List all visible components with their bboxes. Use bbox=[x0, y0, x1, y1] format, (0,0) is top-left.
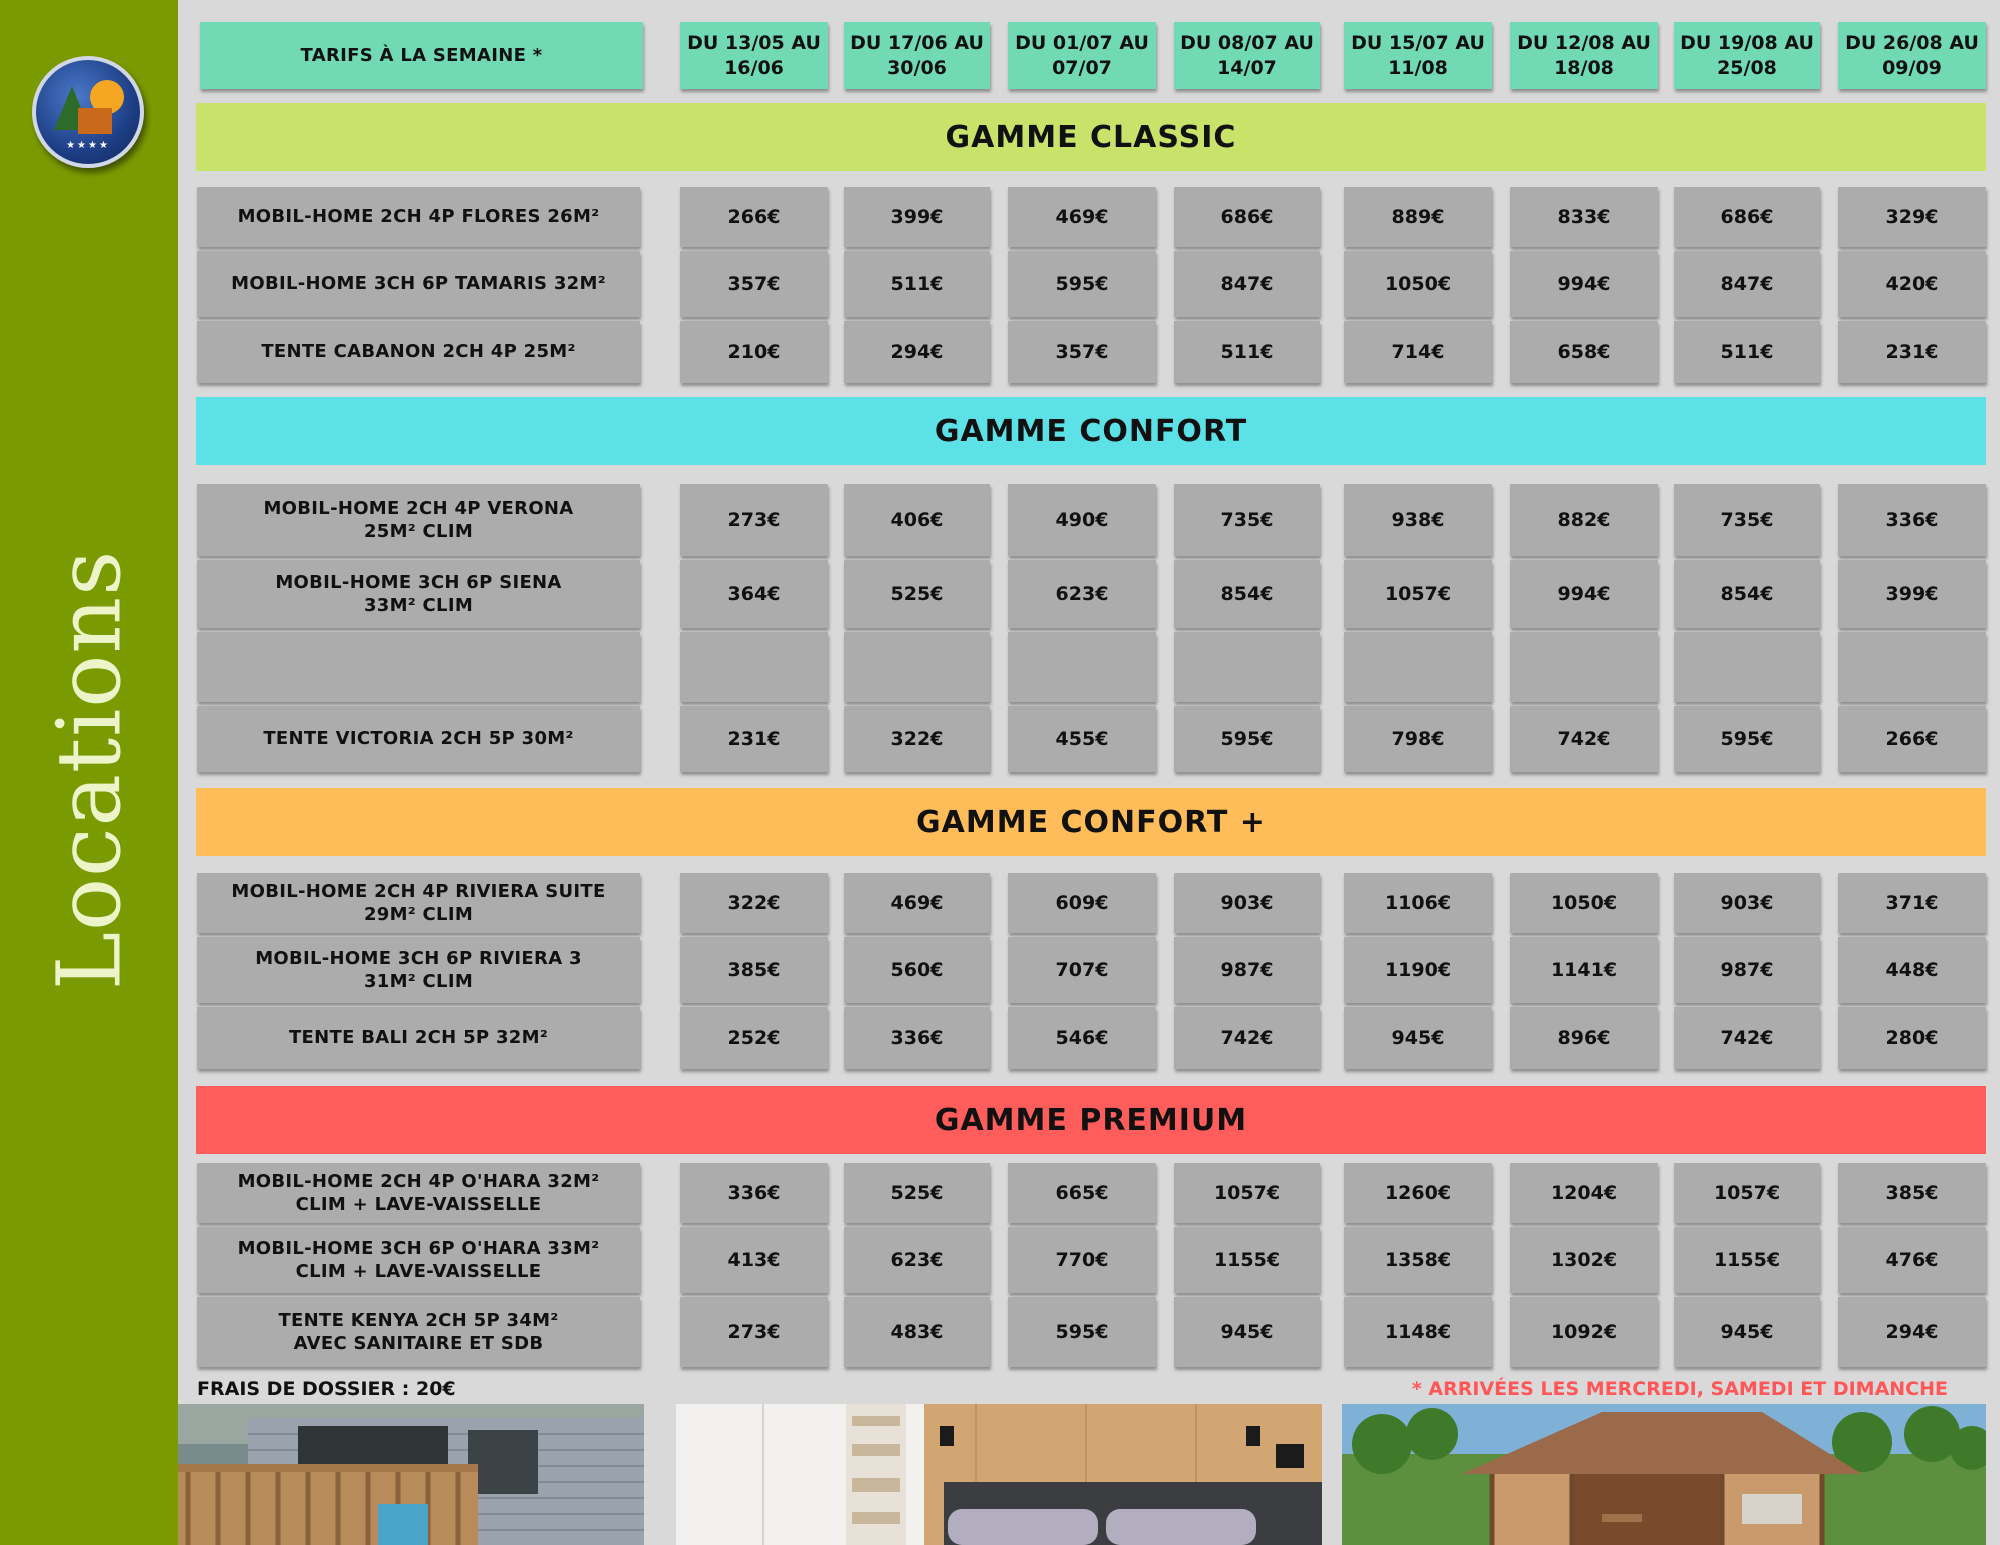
fees-note: FRAIS DE DOSSIER : 20€ bbox=[197, 1378, 456, 1400]
price-cell bbox=[1344, 632, 1492, 702]
price-cell: 273€ bbox=[680, 484, 828, 556]
price-cell: 399€ bbox=[844, 187, 990, 247]
price-cell: 770€ bbox=[1008, 1227, 1156, 1293]
price-cell: 490€ bbox=[1008, 484, 1156, 556]
rental-label-line1: TENTE CABANON 2CH 4P 25M² bbox=[261, 341, 576, 363]
price-cell: 294€ bbox=[844, 321, 990, 383]
price-cell: 623€ bbox=[844, 1227, 990, 1293]
period-header bbox=[1008, 22, 1156, 89]
price-cell: 273€ bbox=[680, 1297, 828, 1367]
period-header-line1: DU 12/08 AU bbox=[1517, 31, 1651, 54]
rental-label-line1: MOBIL-HOME 3CH 6P TAMARIS 32M² bbox=[231, 273, 606, 295]
period-header-line1: DU 19/08 AU bbox=[1680, 31, 1814, 54]
price-cell: 525€ bbox=[844, 560, 990, 628]
rental-label bbox=[197, 560, 640, 628]
rental-label bbox=[197, 1007, 640, 1069]
period-header bbox=[1174, 22, 1320, 89]
price-cell: 1155€ bbox=[1674, 1227, 1820, 1293]
arrivals-note: * ARRIVÉES LES MERCREDI, SAMEDI ET DIMANCHE bbox=[1411, 1378, 1948, 1400]
price-cell: 322€ bbox=[680, 873, 828, 933]
period-header-line2: 18/08 bbox=[1554, 56, 1614, 79]
price-cell bbox=[844, 632, 990, 702]
rental-label-line1: TENTE BALI 2CH 5P 32M² bbox=[288, 1027, 549, 1049]
rental-label-line1: MOBIL-HOME 2CH 4P FLORES 26M² bbox=[237, 206, 600, 228]
price-cell: 525€ bbox=[844, 1163, 990, 1223]
price-cell: 1302€ bbox=[1510, 1227, 1658, 1293]
period-header-line1: DU 01/07 AU bbox=[1015, 31, 1149, 54]
price-cell: 889€ bbox=[1344, 187, 1492, 247]
price-cell: 1057€ bbox=[1174, 1163, 1320, 1223]
price-cell: 266€ bbox=[1838, 706, 1986, 772]
rental-label bbox=[197, 873, 640, 933]
period-header bbox=[1674, 22, 1820, 89]
price-cell: 903€ bbox=[1674, 873, 1820, 933]
price-cell: 623€ bbox=[1008, 560, 1156, 628]
price-cell: 854€ bbox=[1674, 560, 1820, 628]
price-cell bbox=[1510, 632, 1658, 702]
price-cell: 385€ bbox=[1838, 1163, 1986, 1223]
price-cell: 987€ bbox=[1174, 937, 1320, 1003]
price-cell: 938€ bbox=[1344, 484, 1492, 556]
price-cell: 231€ bbox=[1838, 321, 1986, 383]
period-header bbox=[680, 22, 828, 89]
period-header-line2: 25/08 bbox=[1717, 56, 1777, 79]
section-band: GAMME PREMIUM bbox=[196, 1086, 1986, 1154]
price-cell: 686€ bbox=[1174, 187, 1320, 247]
price-cell: 336€ bbox=[1838, 484, 1986, 556]
period-header-line1: DU 08/07 AU bbox=[1180, 31, 1314, 54]
price-cell: 1260€ bbox=[1344, 1163, 1492, 1223]
price-cell: 714€ bbox=[1344, 321, 1492, 383]
price-cell: 399€ bbox=[1838, 560, 1986, 628]
price-cell: 406€ bbox=[844, 484, 990, 556]
rental-label-line2: AVEC SANITAIRE ET SDB bbox=[293, 1333, 544, 1354]
section-band: GAMME CLASSIC bbox=[196, 103, 1986, 171]
price-cell: 945€ bbox=[1674, 1297, 1820, 1367]
section-band: GAMME CONFORT + bbox=[196, 788, 1986, 856]
period-header bbox=[1344, 22, 1492, 89]
rental-label-line1: MOBIL-HOME 3CH 6P O'HARA 33M² bbox=[237, 1237, 600, 1259]
rental-label-line1: TENTE KENYA 2CH 5P 34M² bbox=[278, 1309, 559, 1331]
rental-label bbox=[197, 1297, 640, 1367]
price-cell: 1148€ bbox=[1344, 1297, 1492, 1367]
price-cell: 595€ bbox=[1674, 706, 1820, 772]
rental-label-line1: MOBIL-HOME 2CH 4P RIVIERA SUITE bbox=[231, 880, 606, 902]
period-header bbox=[1838, 22, 1986, 89]
period-header bbox=[1510, 22, 1658, 89]
page-title: Locations bbox=[37, 549, 141, 991]
price-cell: 735€ bbox=[1174, 484, 1320, 556]
price-cell: 903€ bbox=[1174, 873, 1320, 933]
price-cell: 413€ bbox=[680, 1227, 828, 1293]
rental-label-line2: 31M² CLIM bbox=[363, 971, 474, 992]
price-cell: 658€ bbox=[1510, 321, 1658, 383]
price-cell: 945€ bbox=[1174, 1297, 1320, 1367]
price-cell bbox=[1008, 632, 1156, 702]
photo-safari-tent bbox=[1342, 1404, 1986, 1545]
price-cell: 1092€ bbox=[1510, 1297, 1658, 1367]
price-cell: 266€ bbox=[680, 187, 828, 247]
period-header-line2: 11/08 bbox=[1388, 56, 1448, 79]
rental-label bbox=[197, 706, 640, 772]
rental-label-line1: MOBIL-HOME 3CH 6P RIVIERA 3 bbox=[255, 947, 582, 969]
price-cell: 371€ bbox=[1838, 873, 1986, 933]
price-cell: 336€ bbox=[844, 1007, 990, 1069]
photo-mobile-home-terrace bbox=[178, 1404, 644, 1545]
period-header-line2: 16/06 bbox=[724, 56, 784, 79]
period-header-line1: DU 17/06 AU bbox=[850, 31, 984, 54]
price-cell: 742€ bbox=[1674, 1007, 1820, 1069]
price-cell: 882€ bbox=[1510, 484, 1658, 556]
rental-label-line2: CLIM + LAVE-VAISSELLE bbox=[295, 1261, 542, 1282]
price-cell: 336€ bbox=[680, 1163, 828, 1223]
price-cell: 735€ bbox=[1674, 484, 1820, 556]
price-cell bbox=[680, 632, 828, 702]
price-cell: 448€ bbox=[1838, 937, 1986, 1003]
price-cell: 847€ bbox=[1174, 251, 1320, 317]
price-cell: 357€ bbox=[680, 251, 828, 317]
price-cell: 798€ bbox=[1344, 706, 1492, 772]
tariff-header: TARIFS À LA SEMAINE * bbox=[200, 22, 643, 89]
price-cell: 231€ bbox=[680, 706, 828, 772]
price-cell: 1155€ bbox=[1174, 1227, 1320, 1293]
period-header-line1: DU 13/05 AU bbox=[687, 31, 821, 54]
rental-label bbox=[197, 1227, 640, 1293]
rental-label bbox=[197, 937, 640, 1003]
price-cell: 1106€ bbox=[1344, 873, 1492, 933]
price-cell: 329€ bbox=[1838, 187, 1986, 247]
period-header-line2: 14/07 bbox=[1217, 56, 1277, 79]
rental-label-line2: CLIM + LAVE-VAISSELLE bbox=[295, 1194, 542, 1215]
rental-label-line1: TENTE VICTORIA 2CH 5P 30M² bbox=[263, 728, 574, 750]
price-cell bbox=[1174, 632, 1320, 702]
price-cell: 1190€ bbox=[1344, 937, 1492, 1003]
price-cell: 945€ bbox=[1344, 1007, 1492, 1069]
price-cell bbox=[1674, 632, 1820, 702]
price-cell: 595€ bbox=[1008, 251, 1156, 317]
price-cell: 994€ bbox=[1510, 560, 1658, 628]
logo-stars: ★★★★ bbox=[66, 140, 110, 151]
price-cell: 1050€ bbox=[1510, 873, 1658, 933]
period-header-line1: DU 15/07 AU bbox=[1351, 31, 1485, 54]
rental-label bbox=[197, 632, 640, 702]
price-cell: 742€ bbox=[1174, 1007, 1320, 1069]
price-cell: 1057€ bbox=[1344, 560, 1492, 628]
period-header bbox=[844, 22, 990, 89]
price-cell: 854€ bbox=[1174, 560, 1320, 628]
rental-label-line2: 33M² CLIM bbox=[363, 595, 474, 616]
price-cell: 742€ bbox=[1510, 706, 1658, 772]
price-cell: 476€ bbox=[1838, 1227, 1986, 1293]
period-header-line2: 07/07 bbox=[1052, 56, 1112, 79]
period-header-line1: DU 26/08 AU bbox=[1845, 31, 1979, 54]
price-cell: 847€ bbox=[1674, 251, 1820, 317]
price-cell: 469€ bbox=[1008, 187, 1156, 247]
price-cell bbox=[1838, 632, 1986, 702]
rental-label bbox=[197, 1163, 640, 1223]
price-cell: 686€ bbox=[1674, 187, 1820, 247]
price-cell: 595€ bbox=[1008, 1297, 1156, 1367]
price-cell: 987€ bbox=[1674, 937, 1820, 1003]
rental-label bbox=[197, 484, 640, 556]
rental-label bbox=[197, 251, 640, 317]
price-cell: 294€ bbox=[1838, 1297, 1986, 1367]
price-cell: 210€ bbox=[680, 321, 828, 383]
rental-label-line2: 29M² CLIM bbox=[363, 904, 474, 925]
price-cell: 546€ bbox=[1008, 1007, 1156, 1069]
section-band: GAMME CONFORT bbox=[196, 397, 1986, 465]
price-cell: 469€ bbox=[844, 873, 990, 933]
price-cell: 483€ bbox=[844, 1297, 990, 1367]
price-cell: 1358€ bbox=[1344, 1227, 1492, 1293]
price-cell: 322€ bbox=[844, 706, 990, 772]
price-cell: 1141€ bbox=[1510, 937, 1658, 1003]
price-cell: 511€ bbox=[1174, 321, 1320, 383]
price-cell: 595€ bbox=[1174, 706, 1320, 772]
sidebar bbox=[0, 0, 178, 1545]
price-cell: 560€ bbox=[844, 937, 990, 1003]
price-cell: 1050€ bbox=[1344, 251, 1492, 317]
price-cell: 511€ bbox=[844, 251, 990, 317]
price-cell: 455€ bbox=[1008, 706, 1156, 772]
price-cell: 1204€ bbox=[1510, 1163, 1658, 1223]
rental-label-line2: 25M² CLIM bbox=[363, 521, 474, 542]
rental-label-line1: MOBIL-HOME 2CH 4P O'HARA 32M² bbox=[237, 1170, 600, 1192]
price-cell: 364€ bbox=[680, 560, 828, 628]
price-cell: 511€ bbox=[1674, 321, 1820, 383]
price-cell: 833€ bbox=[1510, 187, 1658, 247]
price-cell: 357€ bbox=[1008, 321, 1156, 383]
price-cell: 252€ bbox=[680, 1007, 828, 1069]
price-cell: 385€ bbox=[680, 937, 828, 1003]
price-cell: 896€ bbox=[1510, 1007, 1658, 1069]
rental-label-line1: MOBIL-HOME 2CH 4P VERONA bbox=[263, 497, 574, 519]
price-cell: 280€ bbox=[1838, 1007, 1986, 1069]
price-cell: 994€ bbox=[1510, 251, 1658, 317]
rental-label bbox=[197, 187, 640, 247]
price-cell: 609€ bbox=[1008, 873, 1156, 933]
period-header-line2: 09/09 bbox=[1882, 56, 1942, 79]
price-cell: 707€ bbox=[1008, 937, 1156, 1003]
photo-bedroom bbox=[676, 1404, 1322, 1545]
rental-label bbox=[197, 321, 640, 383]
price-cell: 420€ bbox=[1838, 251, 1986, 317]
price-cell: 1057€ bbox=[1674, 1163, 1820, 1223]
period-header-line2: 30/06 bbox=[887, 56, 947, 79]
rental-label-line1: MOBIL-HOME 3CH 6P SIENA bbox=[275, 571, 562, 593]
price-cell: 665€ bbox=[1008, 1163, 1156, 1223]
